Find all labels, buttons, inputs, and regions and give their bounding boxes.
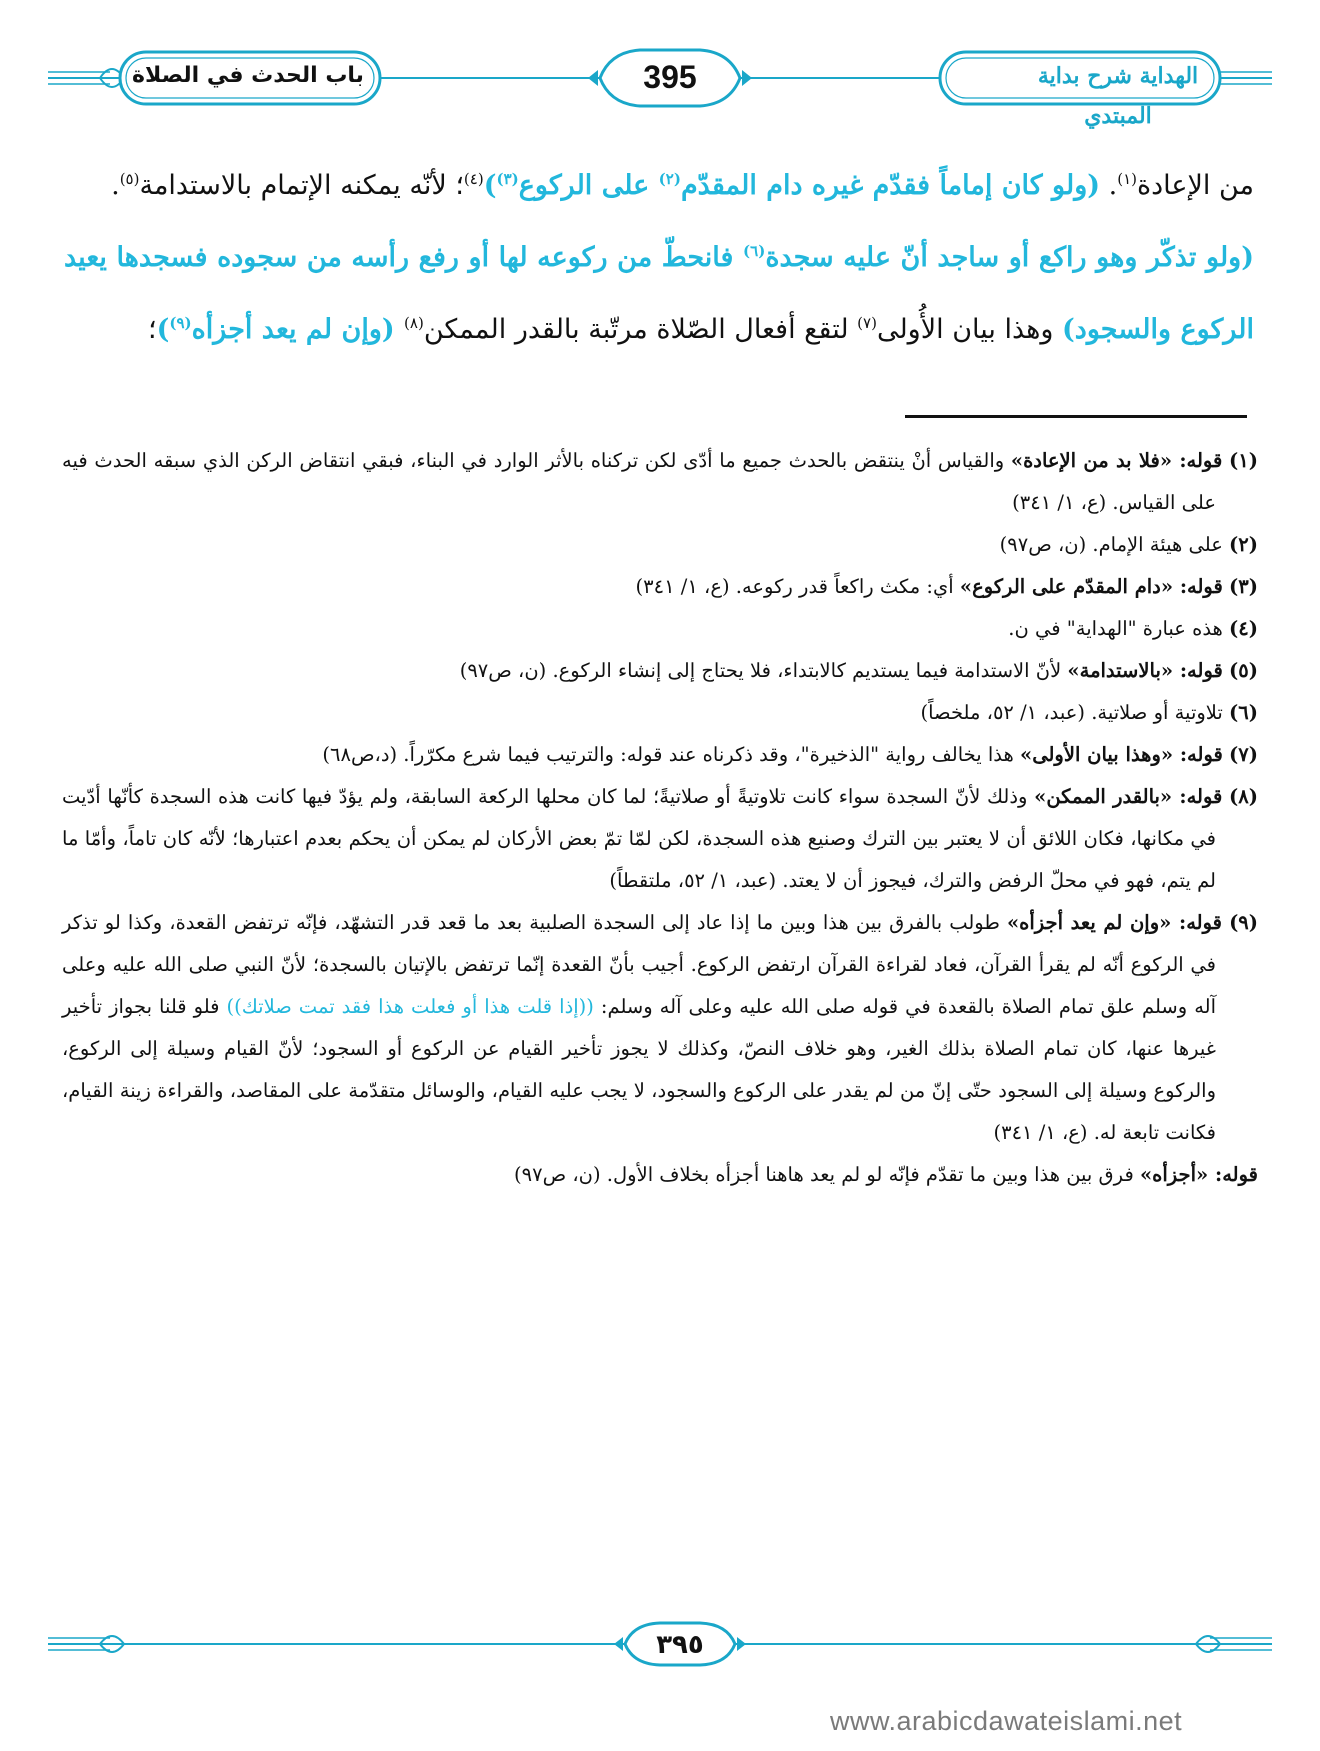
matn-text: فانحطّ من ركوعه لها أو رفع رأسه من سجوده فسجدها يعيد الركوع والسجود): [64, 242, 1254, 345]
matn-text: (وإن لم يعد أجزأه: [191, 314, 405, 345]
footnote-4: [62, 608, 1258, 650]
footnote-number: (٣): [1229, 575, 1258, 598]
footnote-text: هذا يخالف رواية "الذخيرة"، وقد ذكرناه عند قوله: والترتيب فيما شرع مكرّراً. (د،ص٦٨): [322, 743, 1021, 766]
footnote-number: (٦): [1229, 701, 1258, 724]
footnote-ref[interactable]: (٩): [169, 314, 192, 332]
footnote-number: (٩): [1229, 911, 1259, 934]
footnote-7: [62, 734, 1258, 776]
footnote-number: (٧): [1229, 743, 1258, 766]
footnote-lead: قوله: «بالقدر الممكن»: [1034, 785, 1223, 808]
footnote-ref[interactable]: (٦): [743, 242, 766, 260]
text-run: وهذا بيان الأُولى: [876, 314, 1063, 345]
text-run: .: [111, 170, 120, 201]
footnote-ref[interactable]: (٤): [463, 170, 484, 188]
footnote-number: (٨): [1229, 785, 1258, 808]
footnote-text: أي: مكث راكعاً قدر ركوعه. (ع، ١/ ٣٤١): [635, 575, 960, 598]
footnote-lead: قوله: «بالاستدامة»: [1067, 659, 1223, 682]
footnote-text: طولب بالفرق بين هذا وبين ما إذا عاد إلى السجدة الصلبية بعد ما قعد قدر التشهّد، فإنّه ترتفض القعدة، وكذا لو تذكر في الركوع أنّه لم يقرأ القرآن، فعاد لقراءة القرآن ارتفض الركوع. أجيب بأنّ القعدة إنّما ترتفض بالإتيان بالسجدة؛ لأنّ النبي صلى الله عليه وعلى آله وسلم علق تمام الصلاة بالقعدة في قوله صلى الله عليه وعلى آله وسلم:: [62, 911, 1217, 1018]
footnote-lead: قوله: «وهذا بيان الأولى»: [1020, 743, 1223, 766]
text-run: ؛: [148, 314, 157, 345]
footnote-2: [62, 524, 1258, 566]
text-run: ؛ لأنّه يمكنه الإتمام بالاستدامة: [139, 170, 464, 201]
matn-text: (ولو تذكّر وهو راكع أو ساجد أنّ عليه سجدة: [765, 242, 1254, 273]
hadith-quote: ((إذا قلت هذا أو فعلت هذا فقد تمت صلاتك)): [226, 995, 594, 1018]
footnote-text: فرق بين هذا وبين ما تقدّم فإنّه لو لم يعد هاهنا أجزأه بخلاف الأول. (ن، ص٩٧): [514, 1163, 1140, 1186]
footnote-ref[interactable]: (٧): [857, 314, 877, 332]
page-footer: [40, 1620, 1280, 1680]
footnotes: [62, 440, 1258, 1196]
footnote-5: [62, 650, 1258, 692]
footnote-ref[interactable]: (٨): [404, 314, 424, 332]
page-header: [40, 42, 1280, 129]
footnote-9: [62, 902, 1258, 1154]
footnote-number: (٢): [1229, 533, 1258, 556]
main-paragraph-1: [64, 150, 1254, 222]
matn-text: ): [483, 170, 497, 201]
footnote-lead: قوله: «فلا بد من الإعادة»: [1010, 449, 1223, 472]
footnote-6: [62, 692, 1258, 734]
main-paragraph-2: [64, 222, 1254, 366]
footnote-text: والقياس أنْ ينتقض بالحدث جميع ما أدّى لكن تركناه بالأثر الوارد في البناء، فبقي انتقاض الركن الذي سبقه الحدث فيه على القياس. (ع، ١/ ٣٤١): [62, 449, 1216, 514]
footnote-text: وذلك لأنّ السجدة سواء كانت تلاوتيةً أو صلاتيةً؛ لما كان محلها الركعة السابقة، ولم يؤدّ فيها كانت هذه السجدة كأنّها أدّيت في مكانها، فكان اللائق أن لا يعتبر بين الترك وصنيع هذه السجدة، لكن لمّا تمّ بعض الأركان لم يمكن أن يحكم بعدم اعتبارها؛ لأنّه كان تاماً، وأمّا ما لم يتم، فهو في محلّ الرفض والترك، فيجوز أن لا يعتد. (عبد، ١/ ٥٢، ملتقطاً): [62, 785, 1216, 892]
main-text: [64, 150, 1254, 366]
footnote-divider: [905, 415, 1247, 418]
footnote-8: [62, 776, 1258, 902]
footnote-number: (١): [1229, 449, 1258, 472]
website-url[interactable]: www.arabicdawateislami.net: [830, 1706, 1183, 1736]
footnote-1: [62, 440, 1258, 524]
book-title: الهداية شرح بداية المبتدي: [1037, 63, 1199, 129]
footnote-extra: [62, 1154, 1258, 1196]
footnote-number: (٤): [1229, 617, 1258, 640]
footnote-ref[interactable]: (٥): [119, 170, 140, 188]
text-run: لتقع أفعال الصّلاة مرتّبة بالقدر الممكن: [423, 314, 858, 345]
footer-page-number: ٣٩٥: [656, 1630, 704, 1660]
footnote-text: لأنّ الاستدامة فيما يستديم كالابتداء، فلا يحتاج إلى إنشاء الركوع. (ن، ص٩٧): [459, 659, 1068, 682]
chapter-title: باب الحدث في الصلاة: [132, 63, 364, 88]
footnote-lead: قوله: «أجزأه»: [1139, 1163, 1258, 1186]
page-number: 395: [643, 59, 697, 95]
matn-text: على الركوع: [518, 170, 659, 201]
footnote-text: هذه عبارة "الهداية" في ن.: [1008, 617, 1230, 640]
footnote-ref[interactable]: (٢): [658, 170, 681, 188]
footnote-ref[interactable]: (٣): [496, 170, 519, 188]
footnote-3: [62, 566, 1258, 608]
matn-text: ): [156, 314, 170, 345]
footnote-number: (٥): [1229, 659, 1258, 682]
footnote-text: فلو قلنا بجواز تأخير غيرها عنها، كان تمام الصلاة بذلك الغير، وهو خلاف النصّ، وكذلك لا يجوز تأخير القيام عن الركوع أو السجود؛ لأنّ القيام وسيلة إلى الركوع، والركوع وسيلة إلى السجود حتّى إنّ من لم يقدر على الركوع والسجود، لا يجب عليه القيام، والوسائل متقدّمة على المقاصد، والقراءة زينة القيام، فكانت تابعة له. (ع، ١/ ٣٤١): [62, 995, 1216, 1144]
footnote-text: تلاوتية أو صلاتية. (عبد، ١/ ٥٢، ملخصاً): [920, 701, 1230, 724]
text-run: .: [1100, 170, 1118, 201]
footnote-lead: قوله: «وإن لم يعد أجزأه»: [1006, 911, 1222, 934]
text-run: من الإعادة: [1136, 170, 1254, 201]
footnote-lead: قوله: «دام المقدّم على الركوع»: [959, 575, 1223, 598]
matn-text: (ولو كان إماماً فقدّم غيره دام المقدّم: [680, 170, 1101, 201]
footnote-text: على هيئة الإمام. (ن، ص٩٧): [999, 533, 1230, 556]
footnote-ref[interactable]: (١): [1117, 170, 1137, 188]
